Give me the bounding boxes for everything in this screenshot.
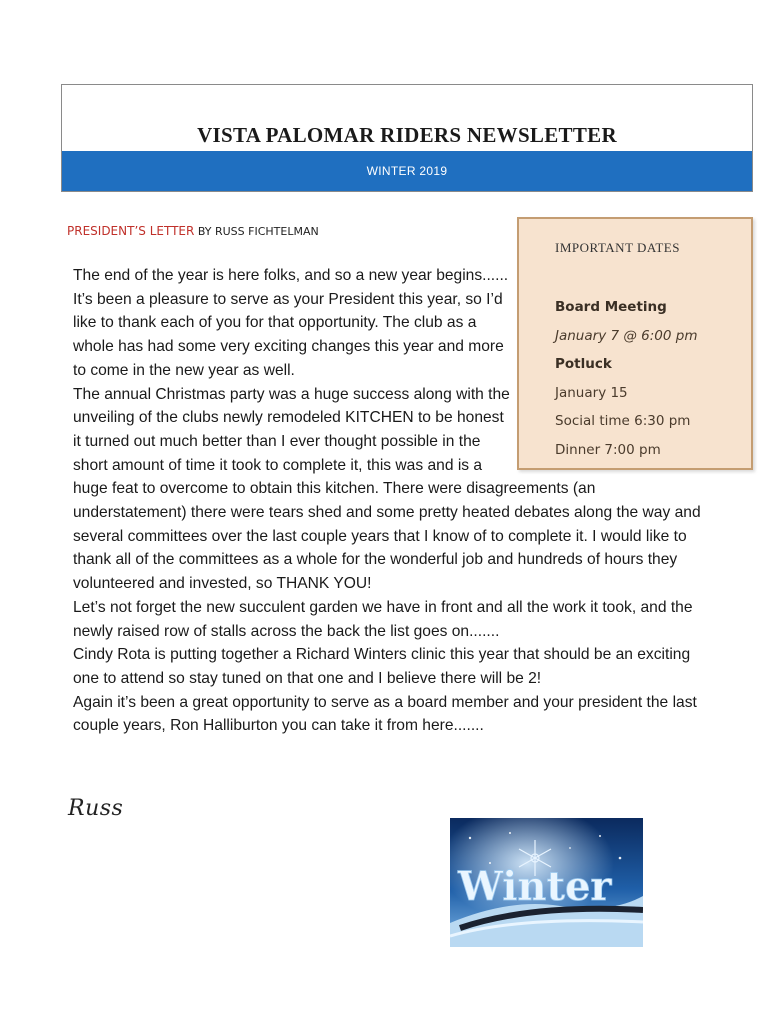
signature: Russ xyxy=(68,796,124,821)
letter-paragraph-6: Again it’s been a great opportunity to serve as a board member and your president the last couple years, Ron Halliburton you can take it from here....... xyxy=(73,693,697,735)
letter-paragraph-2: It’s been a pleasure to serve as your President this year, so I’d like to thank each of you for that opportunity. The club as a whole has had some very exciting changes this year and more to come in the new year as well. xyxy=(73,290,504,379)
date-item-board-meeting: Board Meeting xyxy=(555,299,667,315)
winter-word: Winter xyxy=(458,863,612,910)
date-item-dinner-time: Dinner 7:00 pm xyxy=(555,441,661,458)
date-item-social-time: Social time 6:30 pm xyxy=(555,413,691,429)
letter-paragraph-1: The end of the year is here folks, and so a new year begins...... xyxy=(73,267,509,284)
important-dates-box xyxy=(517,217,753,470)
letter-paragraph-4: Let’s not forget the new succulent garden we have in front and all the work it took, and the newly raised row of stalls across the back the list goes on....... xyxy=(73,598,693,640)
issue-label: WINTER 2019 xyxy=(366,164,448,178)
date-item-potluck: Potluck xyxy=(555,356,612,372)
letter-paragraph-5: Cindy Rota is putting together a Richard Winters clinic this year that should be an exciting one to attend so stay tuned on that one and I believe there will be 2! xyxy=(73,646,691,687)
letter-paragraph-3: The annual Christmas party was a huge success along with the unveiling of the clubs newly remodeled KITCHEN to be honest it turned out much better than I ever thought possible in the short amount of time it took to complete it, this was and is a huge feat to overcome to obtain this kitchen. There were disagreements (an understatement) there were tears shed and some pretty heated debates along the way and several committees over the last couple years that I know of to complete it. I would like to thank all of the committees as a whole for the wonderful job and hundreds of hours they volunteered and invested, so THANK YOU! xyxy=(73,385,701,593)
date-item-board-meeting-time: January 7 @ 6:00 pm xyxy=(555,327,698,344)
important-dates-title: IMPORTANT DATES xyxy=(555,240,680,255)
important-dates-list xyxy=(555,297,697,468)
winter-image xyxy=(450,818,643,947)
header-band xyxy=(62,151,752,191)
newsletter-header xyxy=(61,84,753,192)
section-byline: BY RUSS FICHTELMAN xyxy=(194,225,319,238)
newsletter-title: VISTA PALOMAR RIDERS NEWSLETTER xyxy=(197,123,617,147)
date-item-potluck-date: January 15 xyxy=(555,384,628,401)
section-title: PRESIDENT’S LETTER xyxy=(67,224,195,238)
section-heading xyxy=(67,224,319,238)
